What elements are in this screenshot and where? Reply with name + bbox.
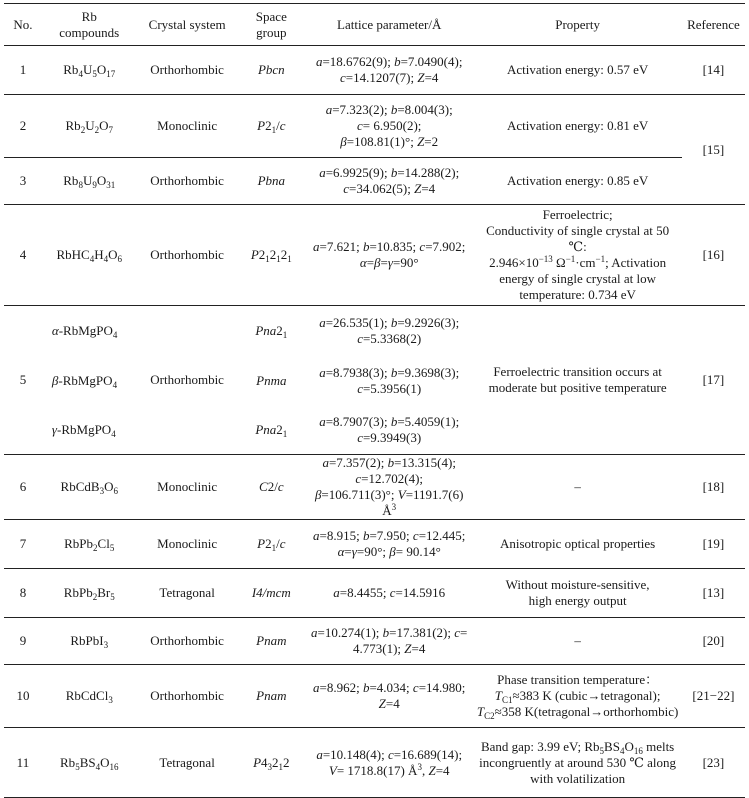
table-row [4,306,745,356]
cell-reference: [15] [682,95,745,205]
table-row [4,520,745,569]
cell-compound: α-RbMgPO$_4$ [51,322,118,340]
header-lattice: Lattice parameter/Å [337,16,442,32]
table-row [4,665,745,728]
cell-no: 3 [19,173,27,188]
rb-compounds-table [4,3,745,798]
cell-lattice: a=6.9925(9); b=14.288(2); c=34.062(5); Z=4 [319,165,460,196]
header-no: No. [13,16,33,32]
cell-property: Ferroelectric; Conductivity of single crystal at 50 ℃: $2.946\times 10^{-13}$ $\Omega^{-1}\cdot cm^{-1}$; Activation energy of single crystal at low temperature: 0.734 eV [486,207,670,302]
cell-lattice: a=8.962; b=4.034; c=14.980; Z=4 [313,680,466,711]
cell-reference: [21−22] [692,688,735,703]
table-row [4,46,745,95]
cell-crystal-system: Monoclinic [157,479,218,494]
cell-lattice: a=10.148(4); c=16.689(14); V= 1718.8(17) $Å^3$, Z=4 [316,746,463,778]
table-row [4,95,745,158]
header-compound: Rb compounds [59,8,120,40]
cell-property: Anisotropic optical properties [499,536,656,551]
cell-space-group: Pnam [256,688,287,703]
cell-compound: γ-RbMgPO$_4$ [51,421,116,439]
cell-crystal-system: Orthorhombic [150,62,224,77]
cell-lattice: a=7.621; b=10.835; c=7.902; α=β=γ=90° [313,239,466,270]
cell-space-group: $P2_1/c$ [238,95,305,158]
table-row [4,728,745,798]
cell-space-group: $P4_32_12$ [253,754,290,772]
cell-space-group: Pnam [256,633,287,648]
cell-lattice: a=8.915; b=7.950; c=12.445; α=γ=90°; β= 90.14° [313,528,466,559]
header-row [4,4,745,46]
cell-compound: $Rb_2U_2O_7$ [42,95,137,158]
cell-reference: [17] [682,306,745,455]
cell-compound: $RbPb_2Br_5$ [63,585,115,602]
cell-property: Without moisture-sensitive, high energy output [505,577,650,608]
table-row [4,205,745,306]
cell-reference: [20] [702,633,725,648]
cell-lattice: a=7.357(2); b=13.315(4); c=12.702(4); β=106.711(3)°; V=1191.7(6) $Å^3$ [314,455,464,518]
cell-property: Activation energy: 0.85 eV [506,173,649,188]
cell-lattice: a=26.535(1); b=9.2926(3); c=5.3368(2) [319,314,460,346]
cell-crystal-system: Tetragonal [159,585,215,600]
cell-no: 10 [16,688,30,703]
cell-space-group: I4/mcm [251,585,291,600]
cell-reference: [16] [702,247,725,262]
cell-crystal-system: Tetragonal [159,754,215,770]
cell-compound: $RbPb_2Cl_5$ [64,536,115,553]
cell-lattice: a=18.6762(9); b=7.0490(4); c=14.1207(7); Z=4 [315,54,463,85]
cell-no: 7 [19,536,27,551]
cell-crystal-system: Orthorhombic [150,173,224,188]
cell-crystal-system: Orthorhombic [150,633,224,648]
cell-crystal-system: Orthorhombic [150,247,224,262]
cell-compound: $Rb_4U_5O_{17}$ [63,62,116,79]
cell-no: 11 [16,754,30,770]
cell-compound: RbPbI$_3$ [70,633,109,650]
cell-no: 2 [4,95,42,158]
cell-property: – [574,633,581,648]
cell-property: Ferroelectric transition occurs at moderate but positive temperature [473,306,681,455]
table-row [4,618,745,665]
cell-compound: $RbHC_4H_4O_6$ [56,247,122,264]
cell-property: Activation energy: 0.57 eV [506,62,649,77]
cell-compound: $Rb_5BS_4O_{16}$ [60,754,119,772]
cell-crystal-system: Orthorhombic [137,306,238,455]
cell-compound: β-RbMgPO$_4$ [51,372,118,390]
cell-lattice: a=10.274(1); b=17.381(2); c= 4.773(1); Z=4 [311,625,468,656]
cell-crystal-system: Monoclinic [137,95,238,158]
cell-space-group: $Pna2_1$ [255,322,288,340]
cell-space-group: Pnma [256,372,287,388]
cell-space-group: $P2_1/c$ [257,536,286,553]
cell-property: – [574,479,581,494]
cell-lattice: a=7.323(2); b=8.004(3); c= 6.950(2); β=108.81(1)°; Z=2 [305,95,473,158]
header-crystal-system: Crystal system [148,16,226,32]
cell-compound: RbCdCl$_3$ [65,688,113,705]
cell-space-group: Pbcn [257,62,285,77]
cell-no: 1 [19,62,27,77]
table-row [4,569,745,618]
cell-compound: $RbCdB_3O_6$ [60,479,118,496]
cell-reference: [23] [702,754,725,770]
cell-reference: [13] [702,585,725,600]
cell-reference: [18] [702,479,725,494]
header-property: Property [555,16,600,32]
cell-reference: [14] [702,62,725,77]
cell-space-group: Pbna [257,173,286,188]
cell-lattice: a=8.7938(3); b=9.3698(3); c=5.3956(1) [319,364,460,396]
table-row [4,455,745,520]
cell-no: 6 [19,479,27,494]
cell-crystal-system: Monoclinic [157,536,218,551]
cell-space-group: $Pna2_1$ [255,421,288,439]
cell-no: 8 [19,585,27,600]
cell-space-group: $P2_12_12_1$ [250,247,292,264]
cell-no: 5 [4,306,42,455]
cell-lattice: a=8.7907(3); b=5.4059(1); c=9.3949(3) [319,413,460,445]
cell-lattice: a=8.4455; c=14.5916 [333,585,446,600]
cell-no: 9 [19,633,27,648]
cell-property: Activation energy: 0.81 eV [473,95,681,158]
cell-property: Phase transition temperature： $T_{C1}\approx 383$ K (cubic→tetragonal); $T_{C2}\approx 358$ K(tetragonal→orthorhombic) [476,672,679,721]
cell-no: 4 [19,247,27,262]
table-row [4,158,745,205]
cell-crystal-system: Orthorhombic [150,688,224,703]
cell-space-group: C2/c [259,479,284,494]
cell-compound: $Rb_8U_9O_{31}$ [63,173,116,190]
header-reference: Reference [687,16,740,32]
cell-property: Band gap: 3.99 eV; $Rb_5BS_4O_{16}$ melts incongruently at around 530 ℃ along with volatilization [479,738,677,786]
cell-reference: [19] [702,536,725,551]
header-space-group: Space group [255,8,287,40]
